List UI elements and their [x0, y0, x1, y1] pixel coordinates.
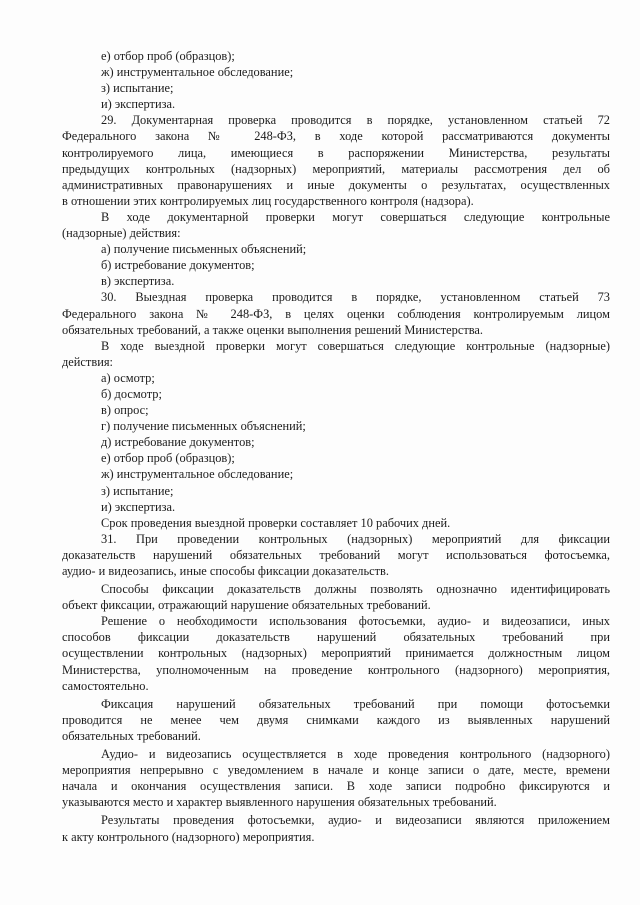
list-item: в) опрос; [101, 403, 149, 418]
paragraph-31-recording [62, 746, 610, 810]
list-continuation [62, 48, 610, 112]
paragraph-line: обязательных требований, а также оценки выполнения решений Министерства. [62, 322, 484, 337]
paragraph-line: начала и окончания осуществления записи. В ходе записи подробно фиксируются и [62, 779, 610, 794]
inspection-term: Срок проведения выездной проверки составляет 10 рабочих дней. [101, 515, 451, 530]
paragraph-line: Федерального закона № 248-ФЗ, в ходе которой рассматриваются документы [62, 129, 610, 144]
paragraph-line: В ходе документарной проверки могут совершаться следующие контрольные [101, 209, 610, 224]
paragraph-line: В ходе выездной проверки могут совершаться следующие контрольные (надзорные) [101, 338, 610, 353]
paragraph-line: Министерства, уполномоченным на проведение контрольного (надзорного) мероприятия, [62, 662, 610, 677]
list-item: ж) инструментальное обследование; [101, 467, 294, 482]
paragraph-31-photo [62, 696, 610, 744]
paragraph-31 [62, 531, 610, 579]
paragraph-line: доказательств нарушений обязательных требований могут использоваться фотосъемка, [62, 547, 610, 562]
list-item: д) истребование документов; [101, 435, 255, 450]
paragraph-line: способов фиксации доказательств нарушений обязательных требований при [62, 630, 610, 645]
list-item: и) экспертиза. [101, 97, 176, 112]
paragraph-29-actions [62, 209, 610, 289]
list-item: в) экспертиза. [101, 274, 175, 289]
paragraph-31-results [62, 812, 610, 844]
list-item: б) досмотр; [101, 386, 162, 401]
paragraph-line: контролируемого лица, имеющиеся в распоряжении Министерства, результаты [62, 145, 610, 160]
list-item: г) получение письменных объяснений; [101, 419, 306, 434]
paragraph-line: 31. При проведении контрольных (надзорных) мероприятий для фиксации [101, 531, 610, 546]
paragraph-line: к акту контрольного (надзорного) мероприятия. [62, 829, 315, 844]
paragraph-line: предыдущих контрольных (надзорных) мероприятий, материалы рассмотрения дел об [62, 161, 610, 176]
paragraph-line: в отношении этих контролируемых лиц государственного контроля (надзора). [62, 193, 474, 208]
paragraph-line: проводится не менее чем двумя снимками каждого из выявленных нарушений [62, 712, 610, 727]
paragraph-line: действия: [62, 354, 113, 369]
paragraph-30-actions [62, 338, 610, 531]
paragraph-line: аудио- и видеозапись, иные способы фиксации доказательств. [62, 564, 389, 578]
list-item: з) испытание; [101, 81, 174, 96]
paragraph-line: самостоятельно. [62, 678, 149, 693]
paragraph-line: обязательных требований. [62, 728, 201, 743]
list-item: и) экспертиза. [101, 499, 176, 514]
list-item: з) испытание; [101, 483, 174, 498]
list-item: а) получение письменных объяснений; [101, 242, 307, 257]
paragraph-30 [62, 289, 610, 337]
list-item: е) отбор проб (образцов); [101, 49, 235, 63]
paragraph-line: Способы фиксации доказательств должны позволять однозначно идентифицировать [101, 582, 610, 597]
paragraph-line: объект фиксации, отражающий нарушение обязательных требований. [62, 598, 431, 613]
paragraph-line: мероприятия непрерывно с уведомлением в начале и конце записи о дате, месте, времени [62, 763, 610, 778]
paragraph-line: Результаты проведения фотосъемки, аудио- и видеозаписи являются приложением [101, 813, 610, 828]
paragraph-31-methods [62, 581, 610, 613]
paragraph-29 [62, 112, 610, 209]
paragraph-line: Аудио- и видеозапись осуществляется в ходе проведения контрольного (надзорного) [101, 747, 610, 762]
list-item: е) отбор проб (образцов); [101, 451, 235, 466]
list-item: ж) инструментальное обследование; [101, 65, 294, 80]
paragraph-line: Федерального закона № 248-ФЗ, в целях оценки соблюдения контролируемым лицом [62, 306, 610, 321]
list-item: а) осмотр; [101, 370, 155, 385]
paragraph-line: Фиксация нарушений обязательных требований при помощи фотосъемки [101, 696, 610, 711]
paragraph-line: осуществлении контрольных (надзорных) мероприятий принимается должностным лицом [62, 646, 610, 661]
paragraph-line: 30. Выездная проверка проводится в порядке, установленном статьей 73 [101, 290, 610, 305]
paragraph-line: указываются место и характер выявленного нарушения обязательных требований. [62, 795, 497, 810]
page-text [62, 48, 610, 845]
paragraph-line: (надзорные) действия: [62, 226, 181, 241]
paragraph-line: 29. Документарная проверка проводится в порядке, установленном статьей 72 [101, 113, 610, 128]
paragraph-line: административных правонарушениях и иные документы о результатах, осуществленных [62, 177, 610, 192]
paragraph-line: Решение о необходимости использования фотосъемки, аудио- и видеозаписи, иных [101, 614, 610, 629]
paragraph-31-decision [62, 613, 610, 693]
list-item: б) истребование документов; [101, 258, 255, 273]
